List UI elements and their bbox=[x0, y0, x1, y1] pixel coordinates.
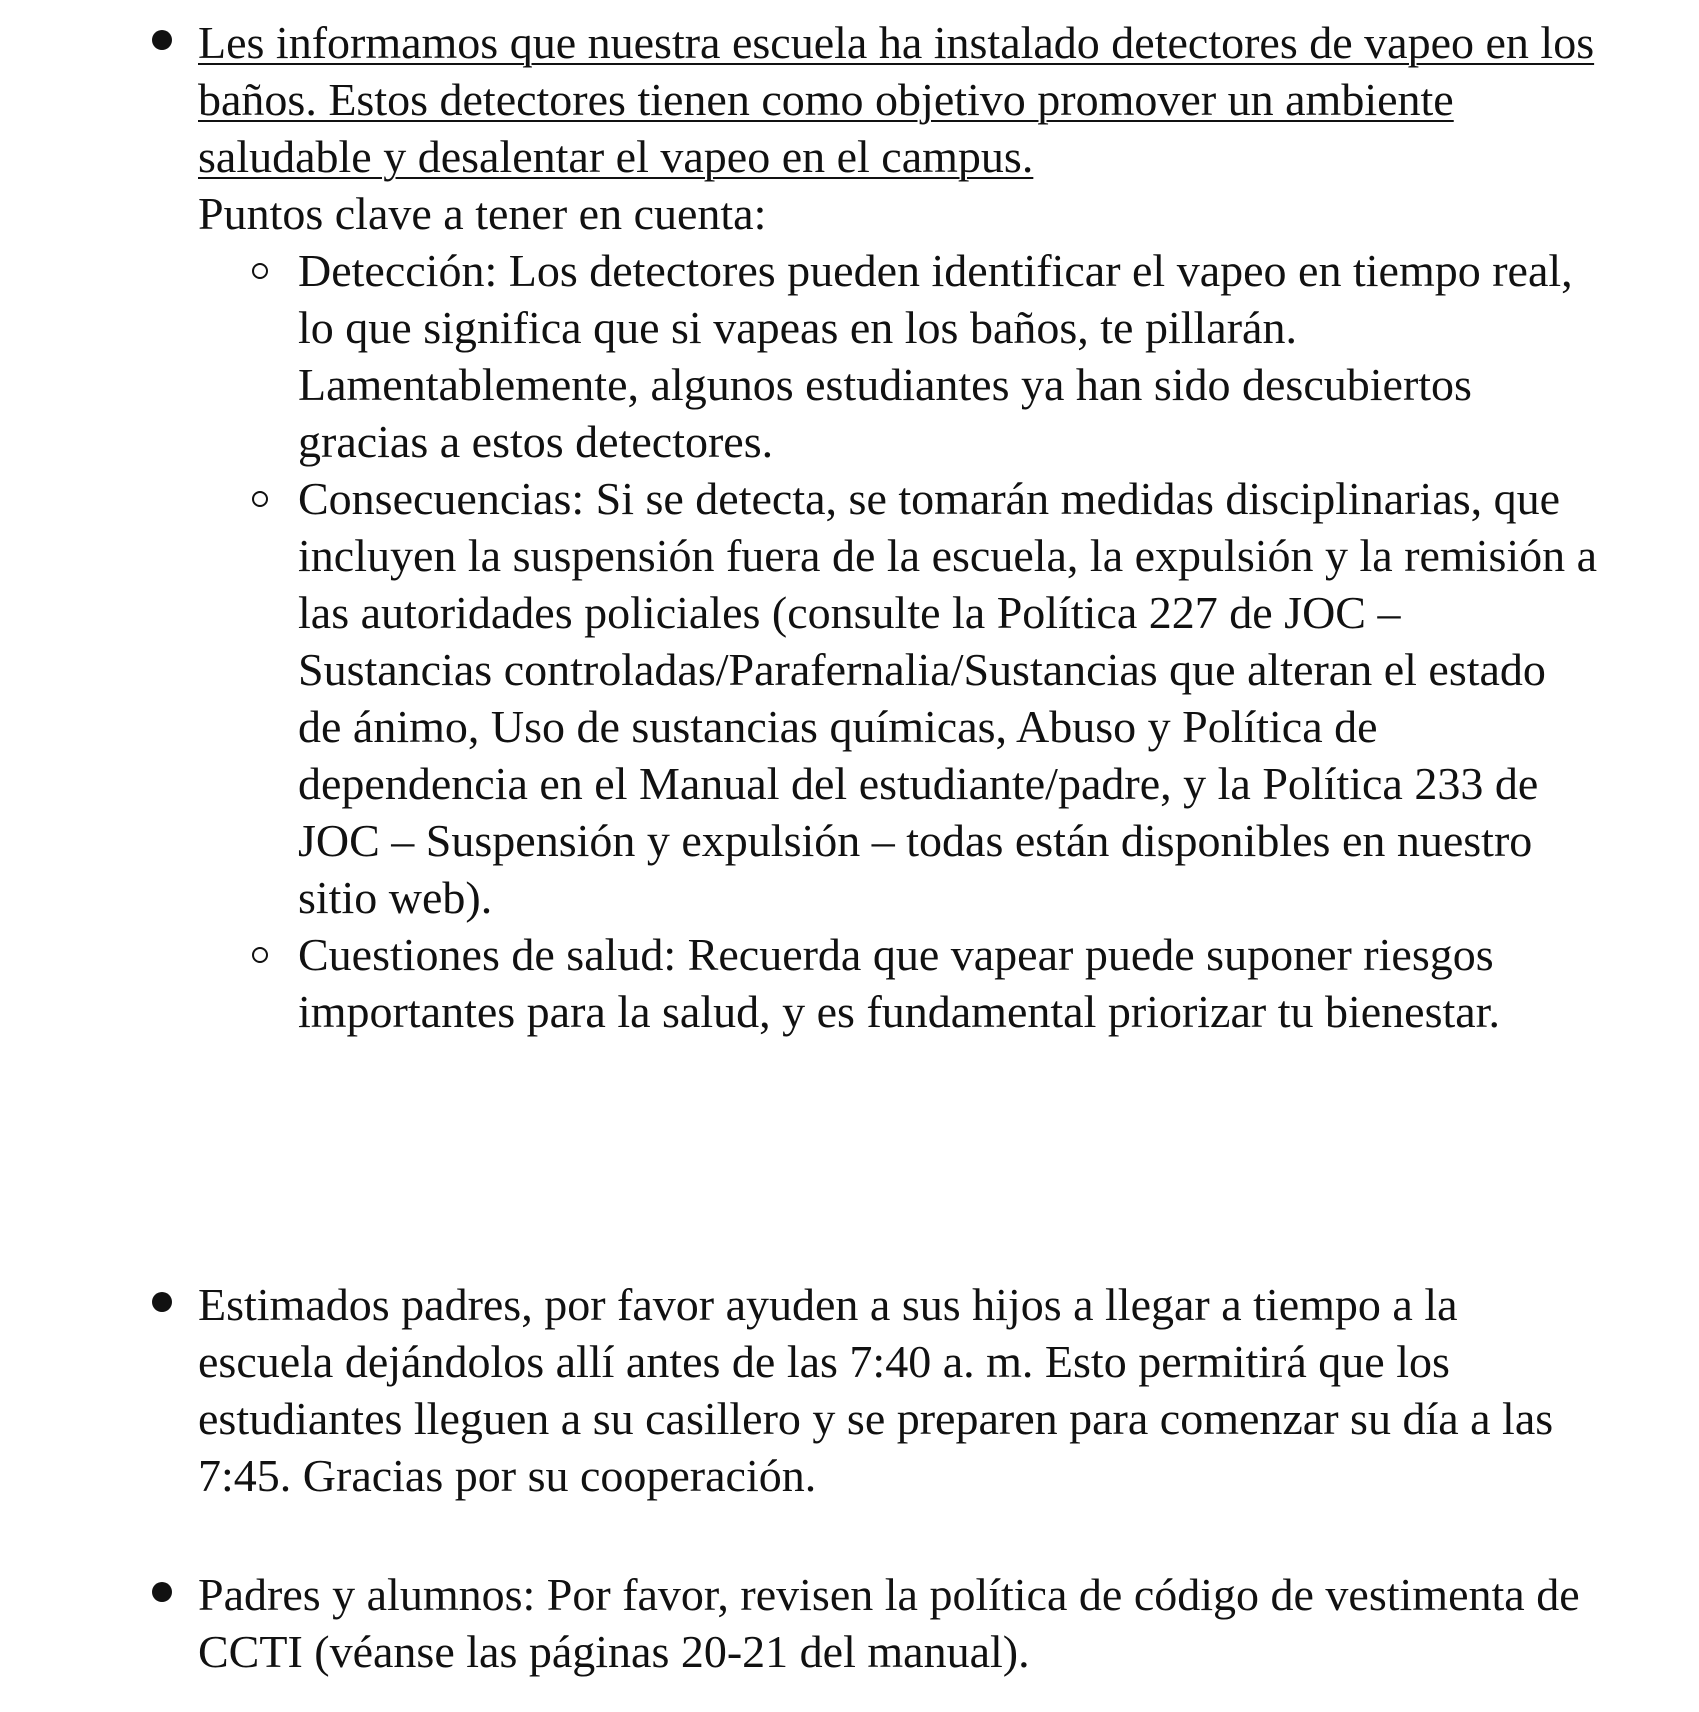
sub-item-health-text: Cuestiones de salud: Recuerda que vapear puede suponer riesgos importantes para la salud, y es fundamental priorizar tu bienestar. bbox=[298, 929, 1500, 1037]
bullet-item-arrival-time bbox=[198, 1276, 1598, 1504]
sub-item-detection-text: Detección: Los detectores pueden identificar el vapeo en tiempo real, lo que significa que si vapeas en los baños, te pillarán. Lamentablemente, algunos estudiantes ya han sido descubiertos gracias a estos detectores. bbox=[298, 245, 1573, 467]
bullet-dot bbox=[152, 1292, 172, 1312]
circle-bullet bbox=[252, 263, 268, 279]
sub-item-health bbox=[298, 926, 1598, 1040]
sub-item-consequences-text: Consecuencias: Si se detecta, se tomarán medidas disciplinarias, que incluyen la suspensión fuera de la escuela, la expulsión y la remisión a las autoridades policiales (consulte la Política 227 de JOC – Sustancias controladas/Parafernalia/Sustancias que alteran el estado de ánimo, Uso de sustancias químicas, Abuso y Política de dependencia en el Manual del estudiante/padre, y la Política 233 de JOC – Suspensión y expulsión – todas están disponibles en nuestro sitio web). bbox=[298, 473, 1598, 923]
vape-detectors-announcement: Les informamos que nuestra escuela ha instalado detectores de vapeo en los baños. Estos detectores tienen como objetivo promover un ambiente saludable y desalentar el vapeo en el campus. bbox=[198, 17, 1595, 182]
dress-code-text: Padres y alumnos: Por favor, revisen la política de código de vestimenta de CCTI (véanse las páginas 20-21 del manual). bbox=[198, 1569, 1580, 1677]
sub-item-consequences bbox=[298, 470, 1598, 926]
bullet-dot bbox=[152, 1582, 172, 1602]
circle-bullet bbox=[252, 491, 268, 507]
key-points-list bbox=[198, 242, 1598, 1040]
bullet-item-vape-detectors bbox=[198, 14, 1598, 1040]
bullet-item-dress-code bbox=[198, 1566, 1598, 1680]
sub-item-detection bbox=[298, 242, 1598, 470]
key-points-intro: Puntos clave a tener en cuenta: bbox=[198, 188, 767, 239]
bullet-dot bbox=[152, 30, 172, 50]
arrival-time-text: Estimados padres, por favor ayuden a sus hijos a llegar a tiempo a la escuela dejándolos allí antes de las 7:40 a. m. Esto permitirá que los estudiantes lleguen a su casillero y se preparen para comenzar su día a las 7:45. Gracias por su cooperación. bbox=[198, 1279, 1554, 1501]
circle-bullet bbox=[252, 947, 268, 963]
